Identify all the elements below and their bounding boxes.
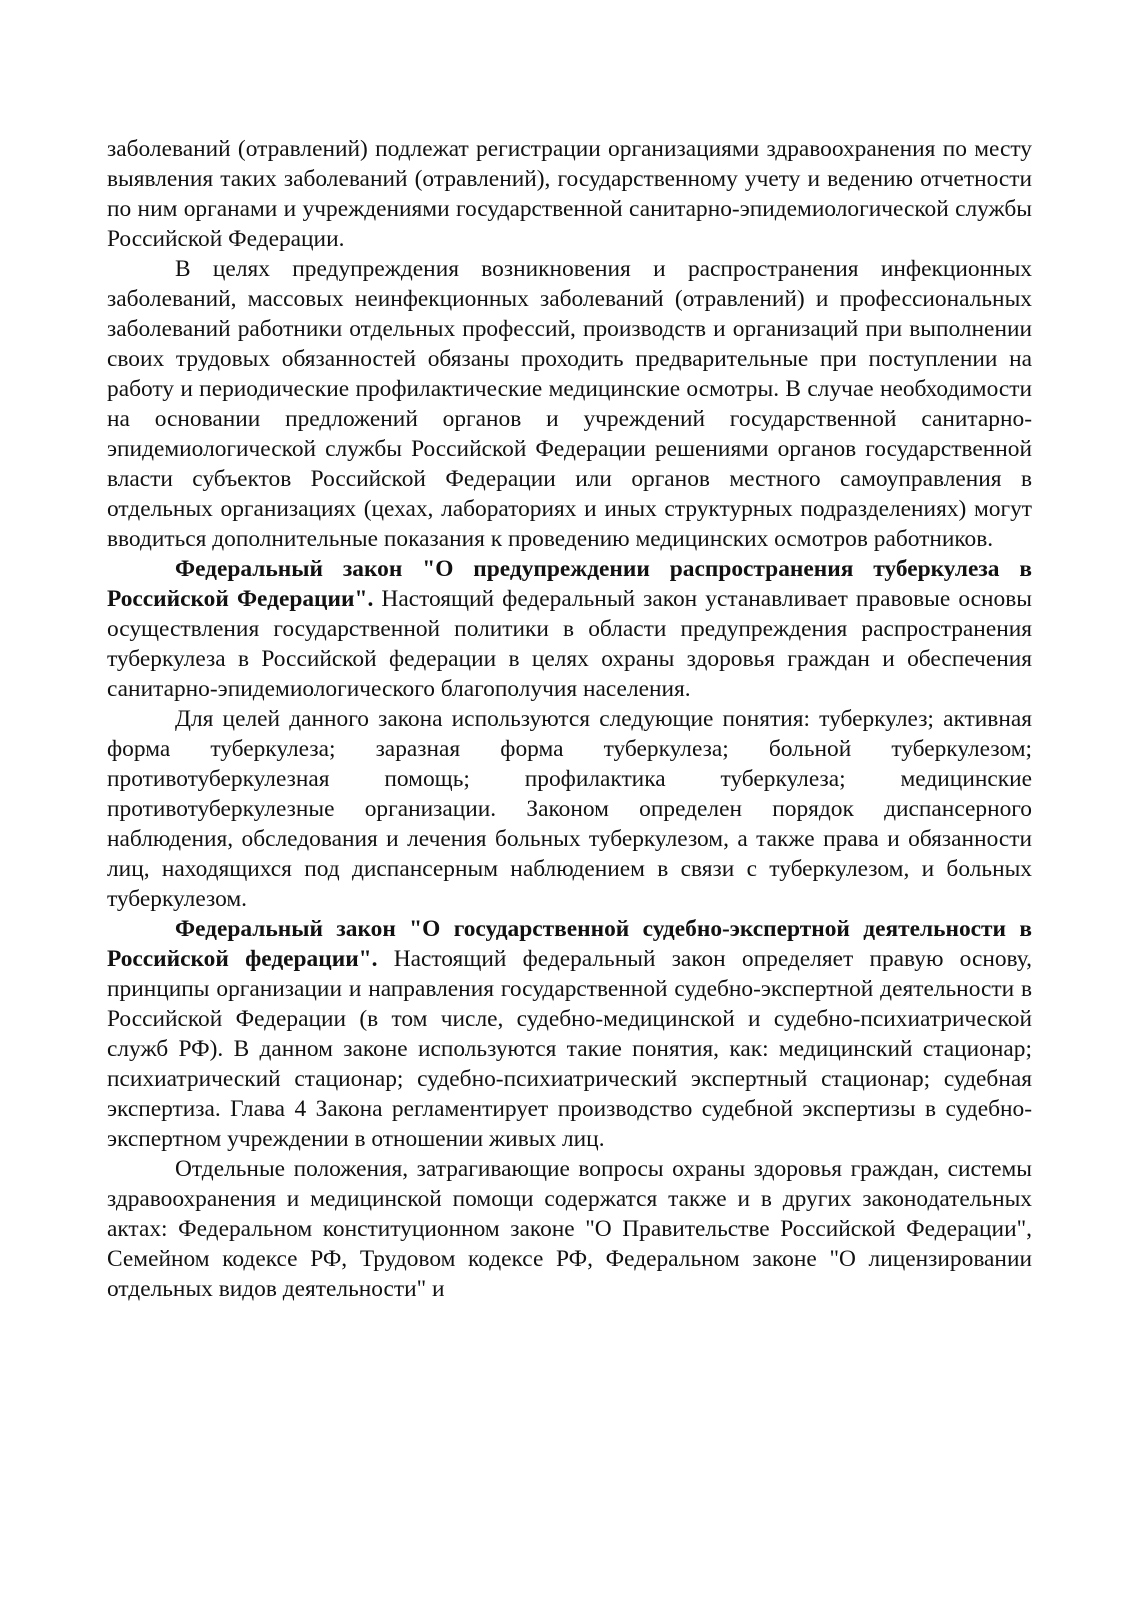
paragraph-tuberculosis-concepts: [107, 704, 1032, 914]
paragraph-forensic-law: [107, 914, 1032, 1154]
paragraph-medical-examinations: [107, 254, 1032, 554]
paragraph-text: Отдельные положения, затрагивающие вопросы охраны здоровья граждан, системы здравоохранения и медицинской помощи содержатся также и в других законодательных актах: Федеральном конституционном законе "О Правительстве Российской Федерации", Семейном кодексе РФ, Трудовом кодексе РФ, Федеральном законе "О лицензировании отдельных видов деятельности" и: [107, 1156, 1032, 1302]
law-title: Федеральный закон "О предупреждении распространения туберкулеза в Российской Федерации".: [107, 556, 1032, 612]
paragraph-other-acts: [107, 1154, 1032, 1304]
paragraph-text: В целях предупреждения возникновения и распространения инфекционных заболеваний, массовых неинфекционных заболеваний (отравлений) и профессиональных заболеваний работники отдельных профессий, производств и организаций при выполнении своих трудовых обязанностей обязаны проходить предварительные при поступлении на работу и периодические профилактические медицинские осмотры. В случае необходимости на основании предложений органов и учреждений государственной санитарно-эпидемиологической службы Российской Федерации решениями органов государственной власти субъектов Российской Федерации или органов местного самоуправления в отдельных организациях (цехах, лабораториях и иных структурных подразделениях) могут вводиться дополнительные показания к проведению медицинских осмотров работников.: [107, 256, 1032, 552]
paragraph-registration: [107, 134, 1032, 254]
paragraph-text: Для целей данного закона используются следующие понятия: туберкулез; активная форма туберкулеза; заразная форма туберкулеза; больной туберкулезом; противотуберкулезная помощь; профилактика туберкулеза; медицинские противотуберкулезные организации. Законом определен порядок диспансерного наблюдения, обследования и лечения больных туберкулезом, а также права и обязанности лиц, находящихся под диспансерным наблюдением в связи с туберкулезом, и больных туберкулезом.: [107, 706, 1032, 912]
paragraph-tuberculosis-law: [107, 554, 1032, 704]
paragraph-text: заболеваний (отравлений) подлежат регистрации организациями здравоохранения по месту выявления таких заболеваний (отравлений), государственному учету и ведению отчетности по ним органами и учреждениями государственной санитарно-эпидемиологической службы Российской Федерации.: [107, 136, 1032, 252]
law-title: Федеральный закон "О государственной судебно-экспертной деятельности в Российской федерации".: [107, 916, 1032, 972]
document-page: [107, 134, 1032, 1304]
paragraph-text: Настоящий федеральный закон определяет правую основу, принципы организации и направления государственной судебно-экспертной деятельности в Российской Федерации (в том числе, судебно-медицинской и судебно-психиатрической служб РФ). В данном законе используются такие понятия, как: медицинский стационар; психиатрический стационар; судебно-психиатрический экспертный стационар; судебная экспертиза. Глава 4 Закона регламентирует производство судебной экспертизы в судебно-экспертном учреждении в отношении живых лиц.: [107, 946, 1032, 1152]
paragraph-text: Настоящий федеральный закон устанавливает правовые основы осуществления государственной политики в области предупреждения распространения туберкулеза в Российской федерации в целях охраны здоровья граждан и обеспечения санитарно-эпидемиологического благополучия населения.: [107, 586, 1032, 702]
